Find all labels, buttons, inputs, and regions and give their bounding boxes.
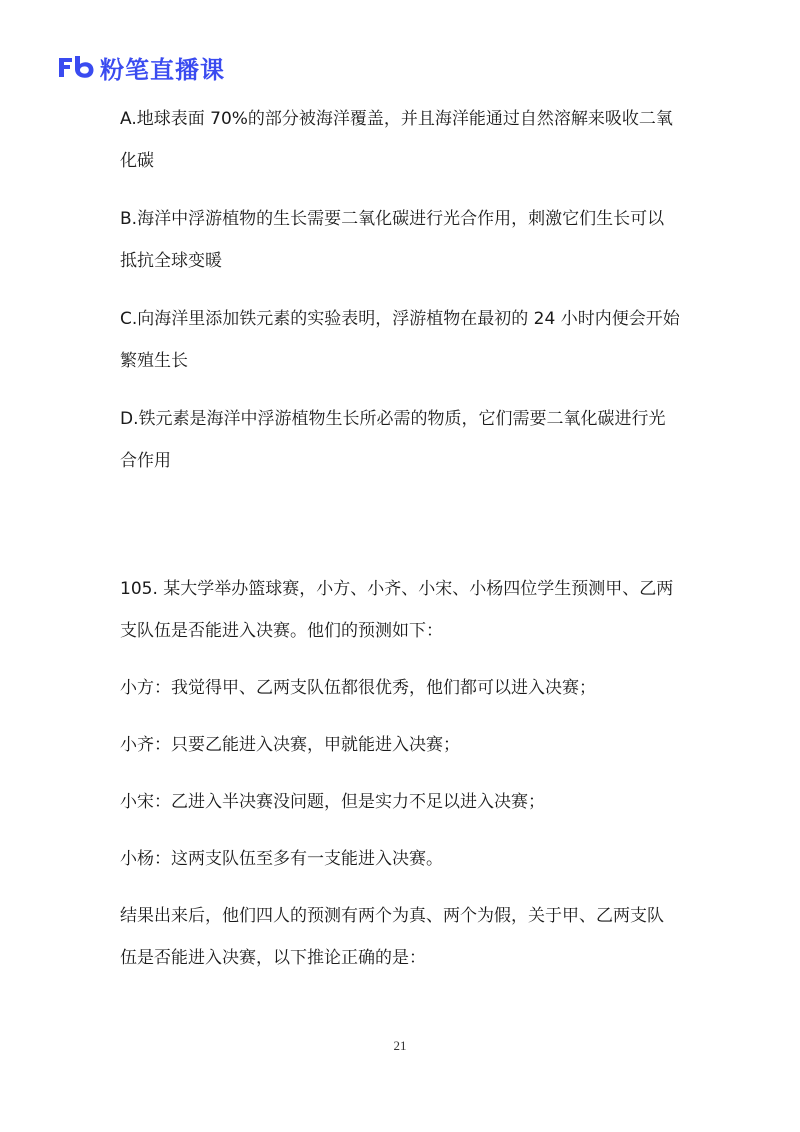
option-d: D.铁元素是海洋中浮游植物生长所必需的物质，它们需要二氧化碳进行光合作用 — [120, 409, 666, 471]
statement-xiaosong: 小宋：乙进入半决赛没问题，但是实力不足以进入决赛； — [120, 792, 545, 812]
statement-xiaoqi: 小齐：只要乙能进入决赛，甲就能进入决赛； — [120, 735, 460, 755]
question-conclusion: 结果出来后，他们四人的预测有两个为真、两个为假，关于甲、乙两支队伍是否能进入决赛，以下推论正确的是： — [120, 906, 664, 968]
document-body — [120, 98, 680, 979]
statement-xiaoyang: 小杨：这两支队伍至多有一支能进入决赛。 — [120, 849, 443, 869]
statement-xiaofang: 小方：我觉得甲、乙两支队伍都很优秀，他们都可以进入决赛； — [120, 678, 596, 698]
option-b: B.海洋中浮游植物的生长需要二氧化碳进行光合作用，刺激它们生长可以抵抗全球变暖 — [120, 209, 665, 271]
question-stem: 105. 某大学举办篮球赛，小方、小齐、小宋、小杨四位学生预测甲、乙两支队伍是否能进入决赛。他们的预测如下： — [120, 579, 674, 641]
option-a: A.地球表面 70%的部分被海洋覆盖，并且海洋能通过自然溶解来吸收二氧化碳 — [120, 109, 673, 171]
brand-name: 粉笔直播课 — [100, 55, 225, 84]
header — [56, 50, 225, 84]
option-c: C.向海洋里添加铁元素的实验表明，浮游植物在最初的 24 小时内便会开始繁殖生长 — [120, 309, 680, 371]
fb-logo — [56, 52, 96, 82]
page-number: 21 — [393, 1038, 407, 1053]
logo-text: Fb — [56, 52, 58, 53]
